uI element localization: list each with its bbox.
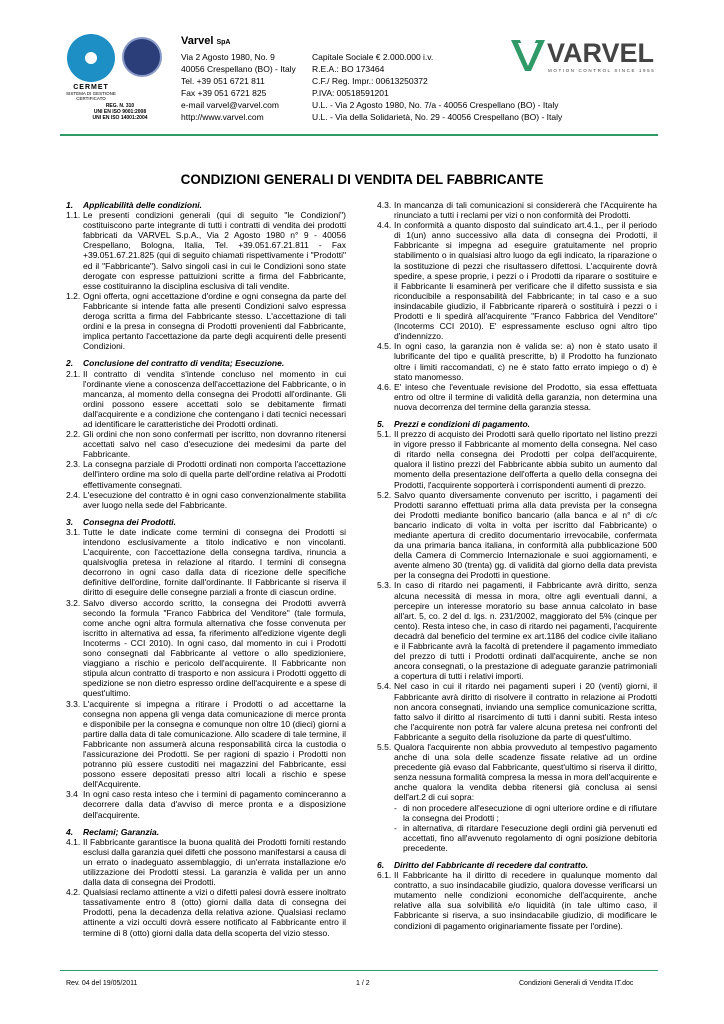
section-title: Applicabilità delle condizioni. — [83, 200, 203, 210]
section — [377, 419, 657, 853]
company-title: Varvel — [181, 35, 214, 47]
clause — [377, 341, 657, 381]
clause — [66, 291, 346, 352]
clause-number: 1.1. — [66, 210, 81, 221]
clause-number: 5.1. — [377, 429, 392, 440]
clause-text: Salvo quanto diversamente convenuto per iscritto, i pagamenti dei Prodotti saranno effettuati prima alla data prevista per la consegna dei Prodotti mediante bonifico bancario (alla banca e al n° di c/c bancario indicato di volta in volta per iscritto dal Fabbricante) o mediante apertura di credito documentario irrevocabile, confermata da una primaria banca italiana, in conformità alla pubblicazione 500 della Camera di Commercio Internazionale e suoi aggiornamenti, e avente almeno 30 (trenta) gg. di validità dal giorno della data prevista per la consegna dei Prodotti in questione. — [394, 489, 657, 581]
clause-text: In ogni caso, la garanzia non è valida se: a) non è stato usato il lubrificante del tipo e qualità prescritte, b) il Prodotto ha funzionato oltre i limiti raccomandati, c) ne è stato fatto errato impiego o d) è stato manomesso. — [394, 341, 657, 382]
registration-info — [60, 103, 180, 121]
address-line: Via 2 Agosto 1980, No. 9 — [181, 52, 275, 62]
phone-line: Tel. +39 051 6721 811 — [181, 76, 265, 86]
clause — [66, 887, 346, 937]
clause — [66, 490, 346, 510]
varvel-tagline: MOTION CONTROL SINCE 1955 — [548, 68, 656, 73]
clause-number: 4.1. — [66, 836, 81, 847]
clause-number: 3.2. — [66, 597, 81, 608]
clause — [377, 742, 657, 803]
section-title: Reclami; Garanzia. — [83, 826, 160, 837]
section-heading — [66, 358, 346, 368]
clause — [377, 220, 657, 341]
sub-clause — [377, 803, 657, 823]
accreditation-seal-icon — [122, 37, 162, 77]
clause — [66, 210, 346, 291]
clause-text: In conformità a quanto disposto dal suindicato art.4.1., per il periodo di 1(un) anno successivo alla data di consegna dei Prodotti, il Fabbricante si impegna ad eseguire gratuitamente nel proprio stabilimento o in qualsiasi altro luogo da egli indicato, la riparazione o la sostituzione di pezzi che risultassero difettosi. L'acquirente dovrà spedire, a spese proprie, i pezzi o i Prodotti da riparare o sostituire e il Fabbricante li esaminerà per verificare che il difetto sussista e sia riconducibile a responsabilità del Fabbricante; in tal caso e a suo insindacabile giudizio, il Fabbricante riparerà o sostituirà i pezzi o i Prodotti e li spedirà all'acquirente "Franco Fabbrica del Venditore" (Incoterms CCI 2010). E' espressamente escluso ogni altro tipo d'indennizzo. — [394, 220, 657, 342]
clause — [66, 699, 346, 790]
clause — [66, 459, 346, 489]
legal-line: R.E.A.: BO 173464 — [312, 64, 385, 74]
clause-number: 5.3. — [377, 580, 392, 591]
section-heading — [377, 860, 657, 870]
section — [66, 517, 346, 820]
address-line: 40056 Crespellano (BO) - Italy — [181, 64, 296, 74]
clause-text: Qualsiasi reclamo attinente a vizi o difetti palesi dovrà essere inoltrato tassativamente entro 8 (otto) giorni dalla data di consegna dei Prodotti, pena la decadenza della relativa azione. Qualsiasi reclamo attinente a vizi occulti dovrà essere notificato al Fabbricante entro il termine di 8 (otto) giorni dalla data della scoperta del vizio stesso. — [83, 887, 346, 938]
clause-number: 5.4. — [377, 681, 392, 692]
clause — [66, 429, 346, 459]
left-column — [66, 200, 346, 938]
clause-text: L'acquirente si impegna a ritirare i Prodotti o ad accettarne la consegna non appena gli venga data comunicazione di merce pronta e disponibile per la consegna e comunque non oltre 10 (dieci) giorni a partire dalla data di tale comunicazione. Allo scadere di tale termine, il Fabbricante non assumerà alcuna responsabilità circa la custodia o l'assicurazione dei Prodotti. Se per ragioni di spazio i Prodotti non potranno più essere custoditi nei magazzini del Fabbricante, essi possono essere depositati presso altri locali a rischio e spese dell'Acquirente. — [83, 698, 346, 790]
bullet-dash: - — [394, 802, 397, 813]
clause — [377, 870, 657, 931]
clause-text: Il Fabbricante garantisce la buona qualità dei Prodotti forniti restando esclusi dalla garanzia quei difetti che possono manifestarsi a causa di un errato o inadeguato assemblaggio, di un'errata installazione e/o utilizzazione dei Prodotti stessi. La garanzia è valida per un anno dalla data di consegna dei Prodotti. — [83, 836, 346, 888]
section-number: 4. — [66, 826, 74, 837]
clause-number: 4.6. — [377, 381, 392, 392]
bullet-dash: - — [394, 822, 397, 833]
legal-line: C.F./ Reg. Impr.: 00613250372 — [312, 76, 428, 86]
clause-number: 2.3. — [66, 459, 81, 470]
clause — [377, 681, 657, 742]
clause — [66, 789, 346, 819]
website-link[interactable]: http://www.varvel.com — [181, 112, 264, 122]
reg-line: UNI EN ISO 14001:2004 — [92, 115, 148, 121]
header-divider — [60, 134, 658, 136]
company-name — [181, 35, 230, 47]
fax-line: Fax +39 051 6721 825 — [181, 88, 267, 98]
address-block — [181, 51, 296, 123]
email-link[interactable]: e-mail varvel@varvel.com — [181, 100, 279, 110]
clause-number: 2.4. — [66, 489, 81, 500]
page-header — [0, 0, 724, 140]
clause-number: 5.5. — [377, 741, 392, 752]
clause-text: In ogni caso resta inteso che i termini di pagamento cominceranno a decorrere dalla data d'avviso di merce pronta e a disposizione dell'acquirente. — [83, 789, 346, 820]
clause-text: Le presenti condizioni generali (qui di seguito "le Condizioni") costituiscono parte integrante di tutti i contratti di vendita dei prodotti fabbricati da VARVEL S.p.A., Via 2 Agosto 1980 n° 9 - 40056 Crespellano, Bologna, Italia, Tel. +39.051.67.21.811 - Fax +39.051.67.21.825 (qui di seguito chiamati rispettivamente i "Prodotti" ed il "Fabbricante"). Salvo singoli casi in cui le Condizioni sono state derogate con espresse pattuizioni scritte a firma del Fabbricante, esse costituiranno la disciplina esclusiva di tali vendite. — [83, 210, 346, 291]
legal-line: Capitale Sociale € 2.000.000 i.v. — [312, 52, 434, 62]
clause — [66, 837, 346, 887]
section-number: 6. — [377, 860, 385, 870]
section-heading — [66, 200, 346, 210]
varvel-logo — [511, 38, 661, 78]
section — [66, 358, 346, 509]
cermet-mark-icon — [67, 34, 115, 82]
clause-text: Il prezzo di acquisto dei Prodotti sarà quello riportato nel listino prezzi in vigore presso il Fabbricante al momento della consegna. Nel caso di ritardo nella consegna dei Prodotti per colpa dell'acquirente, qualora il listino prezzi del Fabbricante abbia subito un aumento dal momento della presentazione dell'offerta a quello della consegna dei Prodotti, l'acquirente sopporterà i corrispondenti aumenti di prezzo. — [394, 429, 657, 490]
document-title: CONDIZIONI GENERALI DI VENDITA DEL FABBRICANTE — [180, 172, 544, 187]
section-number: 3. — [66, 516, 74, 527]
section — [66, 200, 346, 351]
clause-number: 3.1. — [66, 526, 81, 537]
clause — [377, 200, 657, 220]
reg-line: UNI EN ISO 9001:2008 — [93, 109, 147, 115]
cermet-subtitle: SISTEMA DI GESTIONE CERTIFICATO — [66, 91, 116, 101]
section-number: 2. — [66, 358, 74, 369]
clause-text: La consegna parziale di Prodotti ordinati non comporta l'accettazione dell'intero ordine ma solo di quella parte dell'ordine relativa ai Prodotti effettivamente consegnati. — [83, 459, 346, 490]
clause-text: Il contratto di vendita s'intende concluso nel momento in cui l'ordinante viene a conoscenza dell'accettazione del Fabbricante, o in mancanza, al momento della consegna dei Prodotti all'ordinante. Gli ordini possono essere accettati solo se debitamente firmati dall'acquirente e a condizione che contengano i dati tecnici necessari ad identificare le caratteristiche dei Prodotti ordinati. — [83, 368, 346, 429]
clause-number: 3.4 — [66, 789, 78, 800]
clause-number: 1.2. — [66, 290, 81, 301]
section-number: 1. — [66, 200, 74, 210]
clause-text: In caso di ritardo nei pagamenti, il Fabbricante avrà diritto, senza alcuna necessità di messa in mora, oltre agli eventuali danni, a percepire un interesse moratorio su base annua calcolato in base all'art. 5, co. 2 del d. lgs. n. 231/2002, maggiorato del 5% (cinque per cento). Resta inteso che, in caso di ritardo nei pagamenti, l'acquirente decadrà dal beneficio del termine ex art.1186 del codice civile italiano e il Fabbricante avrà la facoltà di pretendere il pagamento immediato del prezzo di tutti i Prodotti ordinati dall'acquirente, anche se non ancora consegnati, o la prestazione di adeguate garanzie patrimoniali a copertura di tutti i relativi importi. — [394, 580, 657, 682]
section — [66, 827, 346, 938]
clause — [66, 527, 346, 598]
varvel-mark-icon — [511, 38, 545, 72]
legal-line: U.L. - Via della Solidarietà, No. 29 - 40056 Crespellano (BO) - Italy — [312, 112, 563, 122]
company-suffix: SpA — [216, 39, 231, 46]
section-heading — [66, 827, 346, 837]
clause-text: Nel caso in cui il ritardo nei pagamenti superi i 20 (venti) giorni, il Fabbricante avrà diritto di risolvere il contratto in relazione ai Prodotti non ancora consegnati, inviando una semplice comunicazione scritta, fatto salvo il diritto al risarcimento di tutti i danni subiti. Resta inteso che l'acquirente non potrà far valere alcuna pretesa nei confronti del Fabbricante a seguito della risoluzione da parte di quest'ultimo. — [394, 681, 657, 742]
clause-text: In mancanza di tali comunicazioni si considererà che l'Acquirente ha rinunciato a tutti i reclami per vizi o non conformità dei Prodotti. — [394, 200, 657, 221]
footer-revision: Rev. 04 del 19/05/2011 — [66, 980, 138, 987]
footer-divider — [60, 970, 658, 971]
section-heading — [66, 517, 346, 527]
clause-text: Salvo diverso accordo scritto, la consegna dei Prodotti avverrà secondo la formula "Franco Fabbrica del Venditore" (tale formula, come anche ogni altra formula alternativa che fosse convenuta per iscritto in alternativa ad essa, fa riferimento all'edizione vigente degli Incoterms - CCI 2010). In ogni caso, dal momento in cui i Prodotti sono consegnati dal Fabbricante al vettore o allo spedizioniere, viaggiano a rischio e pericolo dell'acquirente. Il Fabbricante non stipula alcun contratto di trasporto e non assicura i Prodotti oggetto di spedizione se non dietro espresso ordine dell'acquirente e a spese di quest'ultimo. — [83, 597, 346, 699]
clause-text: Tutte le date indicate come termini di consegna dei Prodotti si intendono esclusivamente a titolo indicativo e non vincolanti. L'acquirente, con l'accettazione della consegna tardiva, rinuncia a qualsivoglia pretesa in relazione al ritardo. I termini di consegna decorrono in ogni caso dalla data di ricezione delle specifiche definitive dell'ordine, fornite dall'ordinante. Il Fabbricante si riserva il diritto di eseguire delle consegne parziali a fronte di ciascun ordine. — [83, 526, 346, 598]
clause — [377, 490, 657, 581]
clause-text: L'esecuzione del contratto è in ogni caso convenzionalmente stabilita aver luogo nella sede del Fabbricante. — [83, 489, 346, 510]
right-column — [377, 200, 657, 931]
section-title: Consegna dei Prodotti. — [83, 516, 177, 527]
clause-text: Ogni offerta, ogni accettazione d'ordine e ogni consegna da parte del Fabbricante si intende fatta alle presenti Condizioni salvo espressa deroga scritta a firma del Fabbricante stesso. L'accettazione di tali ordini e la presa in consegna di Prodotti provenienti dal Fabbricante, implica pertanto l'accettazione da parte degli acquirenti delle presenti Condizioni. — [83, 290, 346, 352]
section-number: 5. — [377, 418, 385, 429]
legal-line: P.IVA: 00518591201 — [312, 88, 389, 98]
clause — [377, 580, 657, 681]
clause — [66, 598, 346, 699]
clause — [377, 382, 657, 412]
reg-line: REG. N. 310 — [105, 103, 135, 109]
clause-text: Il Fabbricante ha il diritto di recedere in qualunque momento dal contratto, a suo insindacabile giudizio, qualora dovesse verificarsi un mutamento nelle condizioni economiche dell'acquirente, anche relative alla sua solvibilità e/o liquidità (in tale ultimo caso, il Fabbricante si riserva, a suo insindacabile giudizio, di modificare le condizioni di pagamento originariamente fissate per l'ordine). — [394, 870, 657, 931]
clause-number: 4.5. — [377, 341, 392, 352]
clause — [377, 429, 657, 490]
section — [377, 860, 657, 931]
clause-number: 4.3. — [377, 200, 392, 210]
footer-page-number: 1 / 2 — [356, 980, 370, 987]
clause-text: Qualora l'acquirente non abbia provveduto al tempestivo pagamento anche di una sola delle scadenze fissate relative ad un ordine precedente già evaso dal Fabbricante, quest'ultimo si riserva il diritto, senza nessuna formalità compresa la messa in mora dell'acquirente e anche qualora la vendita debba ritenersi già conclusa ai sensi dell'art.2 di cui sopra: — [394, 741, 657, 803]
clause-number: 5.2. — [377, 489, 392, 500]
section-title: Conclusione del contratto di vendita; Esecuzione. — [83, 358, 285, 369]
section-title: Diritto del Fabbricante di recedere dal contratto. — [394, 860, 589, 870]
clause — [66, 369, 346, 430]
sub-clause-text: in alternativa, di ritardare l'esecuzione degli ordini già pervenuti ed accettati, fino all'avvenuto regolamento di ogni posizione debitoria precedente. — [403, 822, 657, 853]
varvel-wordmark: VARVEL — [547, 38, 655, 68]
section — [377, 200, 657, 412]
clause-number: 3.3. — [66, 698, 81, 709]
section-title: Prezzi e condizioni di pagamento. — [394, 418, 531, 429]
clause-text: Gli ordini che non sono confermati per iscritto, non dovranno ritenersi accettati salvo nel caso d'esecuzione dei medesimi da parte del Fabbricante. — [83, 429, 346, 460]
clause-number: 6.1. — [377, 870, 392, 881]
sub-clause-text: di non procedere all'esecuzione di ogni ulteriore ordine e di rifiutare la consegna dei Prodotti ; — [403, 802, 657, 823]
section-heading — [377, 419, 657, 429]
footer-filename: Condizioni Generali di Vendita IT.doc — [519, 980, 634, 987]
legal-line: U.L. - Via 2 Agosto 1980, No. 7/a - 40056 Crespellano (BO) - Italy — [312, 100, 559, 110]
clause-number: 4.2. — [66, 887, 81, 898]
clause-number: 2.1. — [66, 368, 81, 379]
clause-text: E' inteso che l'eventuale revisione del Prodotto, sia essa effettuata entro od oltre il termine di validità della garanzia, non determina una nuova decorrenza del termine della garanzia stessa. — [394, 381, 657, 412]
cermet-name: CERMET — [73, 84, 109, 91]
cermet-logo — [62, 34, 120, 101]
clause-number: 4.4. — [377, 220, 392, 231]
clause-number: 2.2. — [66, 429, 81, 440]
sub-clause — [377, 823, 657, 853]
